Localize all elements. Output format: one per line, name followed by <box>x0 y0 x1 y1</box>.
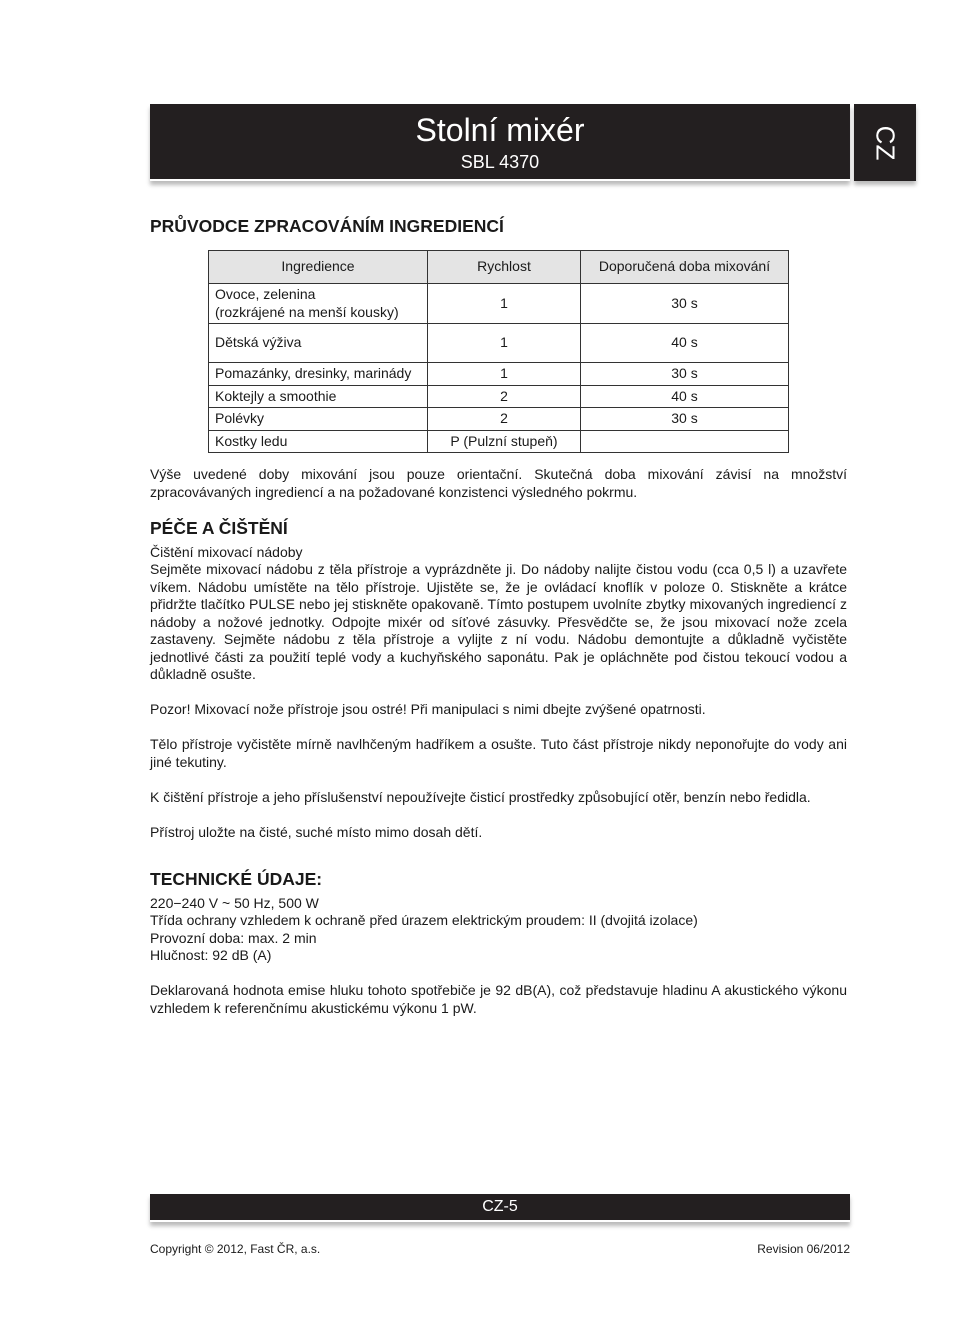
tech-line: Provozní doba: max. 2 min <box>150 929 317 946</box>
care-paragraph: Pozor! Mixovací nože přístroje jsou ostré! Při manipulaci s nimi dbejte zvýšené opatrnosti. <box>150 701 706 717</box>
page-title: Stolní mixér <box>415 112 585 148</box>
ingredient-table <box>208 250 789 453</box>
page-number: CZ-5 <box>482 1198 518 1215</box>
cell: Pomazánky, dresinky, marinády <box>209 363 428 386</box>
column-header: Rychlost <box>428 251 581 284</box>
cell <box>581 430 789 453</box>
cell: 30 s <box>581 408 789 431</box>
tech-line: 220−240 V ~ 50 Hz, 500 W <box>150 894 319 911</box>
care-paragraph: Sejměte mixovací nádobu z těla přístroje a vyprázdněte ji. Do nádoby nalijte čistou vodu (cca 0,5 l) a uzavřete víkem. Nádobu umístěte na tělo přístroje. Ujistěte se, že je ovládací knoflík v poloze 0. Stiskněte a krátce přidržte tlačítko PULSE nebo jej stiskněte opakovaně. Tímto postupem uvolníte zbytky mixovaných ingrediencí z nádoby a nožové jednotky. Odpojte mixér od síťové zásuvky. Přesvědčte se, že jsou mixovací nože zcela zastaveny. Sejměte nádobu z těla přístroje a vylijte z ní vodu. Nádobu demontujte a důkladně vyčistěte jednotlivé části za použití teplé vody a kuchyňského saponátu. Pak je opláchněte pod čistou tekoucí vodou a důkladně osušte. <box>150 561 847 682</box>
cell: 2 <box>428 385 581 408</box>
model-number: SBL 4370 <box>460 152 540 172</box>
guide-note: Výše uvedené doby mixování jsou pouze orientační. Skutečná doba mixování závisí na množství zpracovávaných ingrediencí a na požadované konzistenci výsledného pokrmu. <box>150 466 847 500</box>
cell: Ovoce, zelenina (rozkrájené na menší kousky) <box>209 284 428 324</box>
cell: 30 s <box>581 284 789 324</box>
table-row <box>209 363 789 386</box>
table-row <box>209 385 789 408</box>
care-subheading: Čištění mixovací nádoby <box>150 543 303 560</box>
table-row <box>209 430 789 453</box>
copyright: Copyright © 2012, Fast ČR, a.s. <box>150 1242 321 1256</box>
tech-section <box>150 871 847 1017</box>
cell: 40 s <box>581 385 789 408</box>
cell: 1 <box>428 363 581 386</box>
tech-line: Třída ochrany vzhledem k ochraně před úrazem elektrickým proudem: II (dvojitá izolace) <box>150 912 698 928</box>
language-tab <box>854 104 916 181</box>
care-heading: PÉČE A ČIŠTĚNÍ <box>150 518 288 538</box>
cell: P (Pulzní stupeň) <box>428 430 581 453</box>
cell: 1 <box>428 284 581 324</box>
table-header-row <box>209 251 789 284</box>
care-paragraph: Tělo přístroje vyčistěte mírně navlhčeným hadříkem a osušte. Tuto část přístroje nikdy neponořujte do vody ani jiné tekutiny. <box>150 736 847 770</box>
tech-line: Hlučnost: 92 dB (A) <box>150 947 272 963</box>
cell: 1 <box>428 324 581 363</box>
column-header: Ingredience <box>209 251 428 284</box>
cell: Polévky <box>209 408 428 431</box>
cell: Dětská výživa <box>209 324 428 363</box>
title-banner <box>150 104 850 181</box>
cell: 2 <box>428 408 581 431</box>
guide-section <box>150 218 847 242</box>
cell: Kostky ledu <box>209 430 428 453</box>
language-code: CZ <box>870 125 901 160</box>
revision: Revision 06/2012 <box>757 1242 850 1256</box>
cell: 40 s <box>581 324 789 363</box>
care-section <box>150 520 847 841</box>
cell: Koktejly a smoothie <box>209 385 428 408</box>
table-row <box>209 324 789 363</box>
guide-heading: PRŮVODCE ZPRACOVÁNÍM INGREDIENCÍ <box>150 216 504 236</box>
table-row <box>209 408 789 431</box>
tech-note: Deklarovaná hodnota emise hluku tohoto spotřebiče je 92 dB(A), což představuje hladinu A akustického výkonu vzhledem k referenčnímu akustickému výkonu 1 pW. <box>150 982 847 1016</box>
page-number-bar <box>150 1194 850 1222</box>
column-header: Doporučená doba mixování <box>581 251 789 284</box>
cell: 30 s <box>581 363 789 386</box>
table-row <box>209 284 789 324</box>
tech-heading: TECHNICKÉ ÚDAJE: <box>150 869 323 889</box>
care-paragraph: K čištění přístroje a jeho příslušenství nepoužívejte čisticí prostředky způsobující otěr, benzín nebo ředidla. <box>150 788 811 805</box>
care-paragraph: Přístroj uložte na čisté, suché místo mimo dosah dětí. <box>150 823 483 840</box>
